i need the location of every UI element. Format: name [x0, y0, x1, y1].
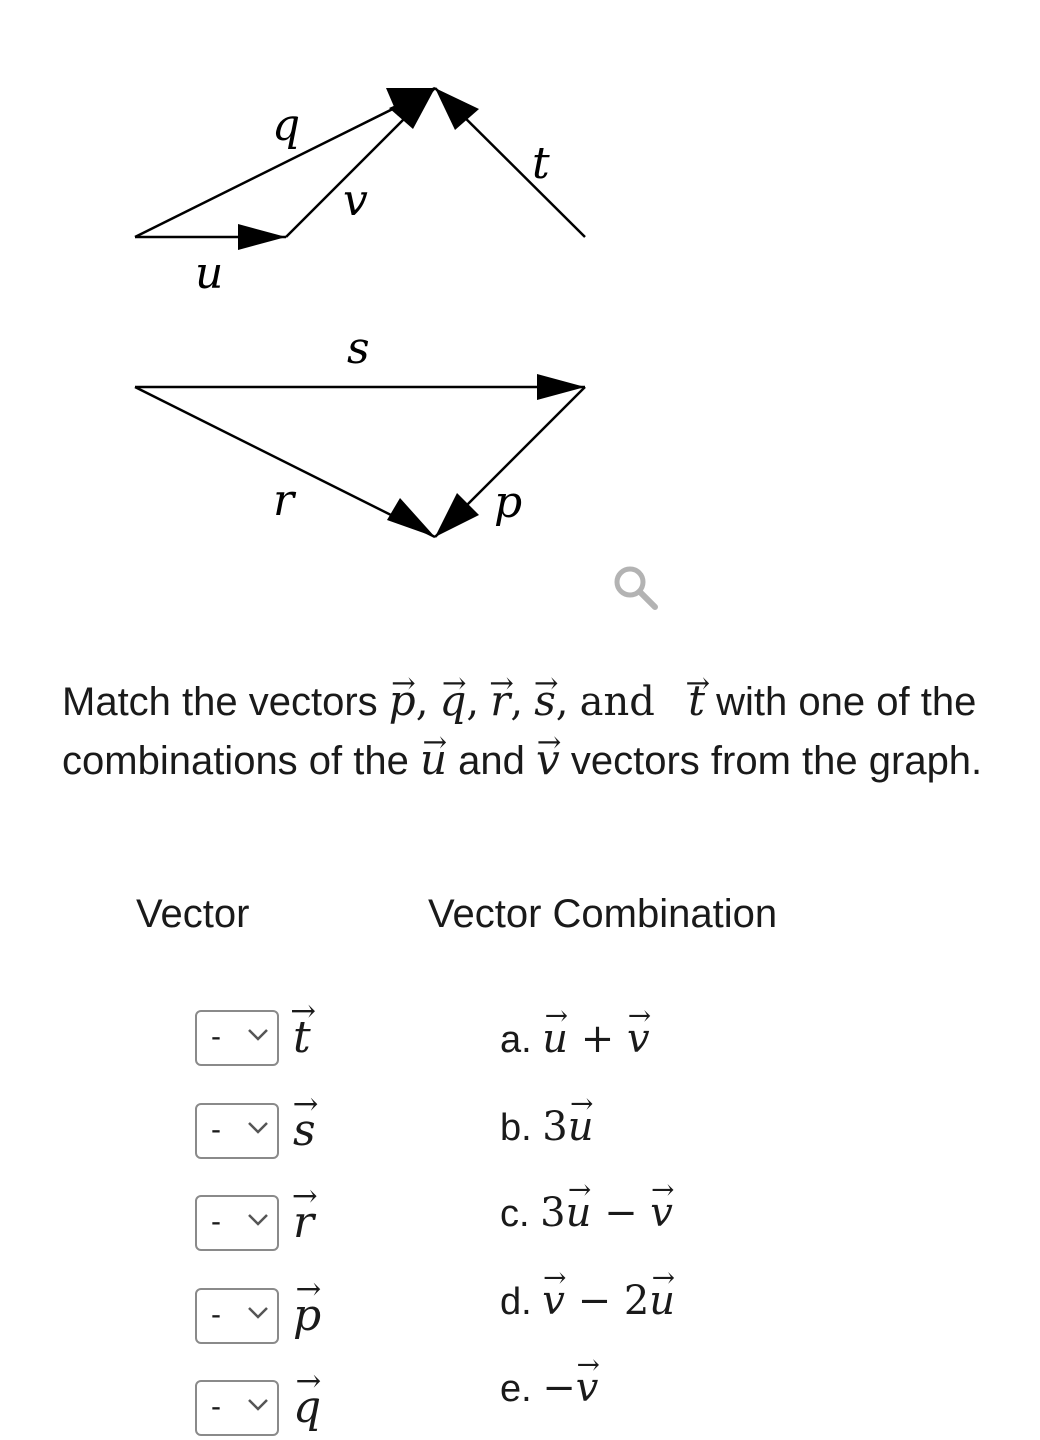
vector-column-header: Vector [136, 892, 250, 936]
vec-v: → v [536, 731, 560, 789]
select-t[interactable]: - [195, 1010, 279, 1066]
row-vector-label: → s [293, 1105, 316, 1156]
label-p: p [494, 477, 523, 528]
label-t: t [532, 138, 550, 189]
label-q: q [272, 100, 301, 151]
row-vector-label: → t [293, 1012, 311, 1063]
chevron-down-icon [247, 1213, 269, 1227]
vector-s-arrowhead [537, 374, 585, 400]
label-r: r [273, 475, 295, 526]
select-q[interactable]: - [195, 1380, 279, 1436]
label-s: s [347, 323, 370, 374]
magnifier-icon[interactable] [610, 562, 662, 614]
combination-option-b: b. 3→ u [500, 1104, 593, 1150]
vec-u: → u [420, 731, 447, 789]
vector-r-arrowhead [387, 498, 435, 537]
row-vector-label: → q [293, 1382, 321, 1433]
row-vector-label: → p [293, 1290, 321, 1341]
vec-t: → t [688, 672, 705, 730]
question-prompt: Match the vectors → p, → q, → r, → s, and → t with one of the combinations of the → u and → v vectors from the graph. [62, 672, 1022, 790]
vector-diagram [0, 0, 1040, 560]
combination-option-c: c. 3→ u − → v [500, 1190, 673, 1236]
combination-column-header: Vector Combination [428, 892, 778, 936]
row-vector-label: → r [293, 1197, 314, 1248]
vec-r: → r [490, 672, 510, 730]
label-u: u [195, 248, 224, 299]
vector-u-arrowhead [238, 224, 286, 250]
vec-q: → q [440, 672, 467, 730]
select-p[interactable]: - [195, 1288, 279, 1344]
label-v: v [343, 175, 368, 226]
select-s[interactable]: - [195, 1103, 279, 1159]
select-r[interactable]: - [195, 1195, 279, 1251]
chevron-down-icon [247, 1121, 269, 1135]
chevron-down-icon [247, 1028, 269, 1042]
combination-option-e: e. −→ v [500, 1365, 598, 1411]
chevron-down-icon [247, 1306, 269, 1320]
vec-p: → p [389, 672, 416, 730]
chevron-down-icon [247, 1398, 269, 1412]
vec-s: → s [534, 672, 556, 730]
combination-option-a: a. → u + → v [500, 1016, 650, 1062]
combination-option-d: d. → v − 2→ u [500, 1278, 675, 1324]
